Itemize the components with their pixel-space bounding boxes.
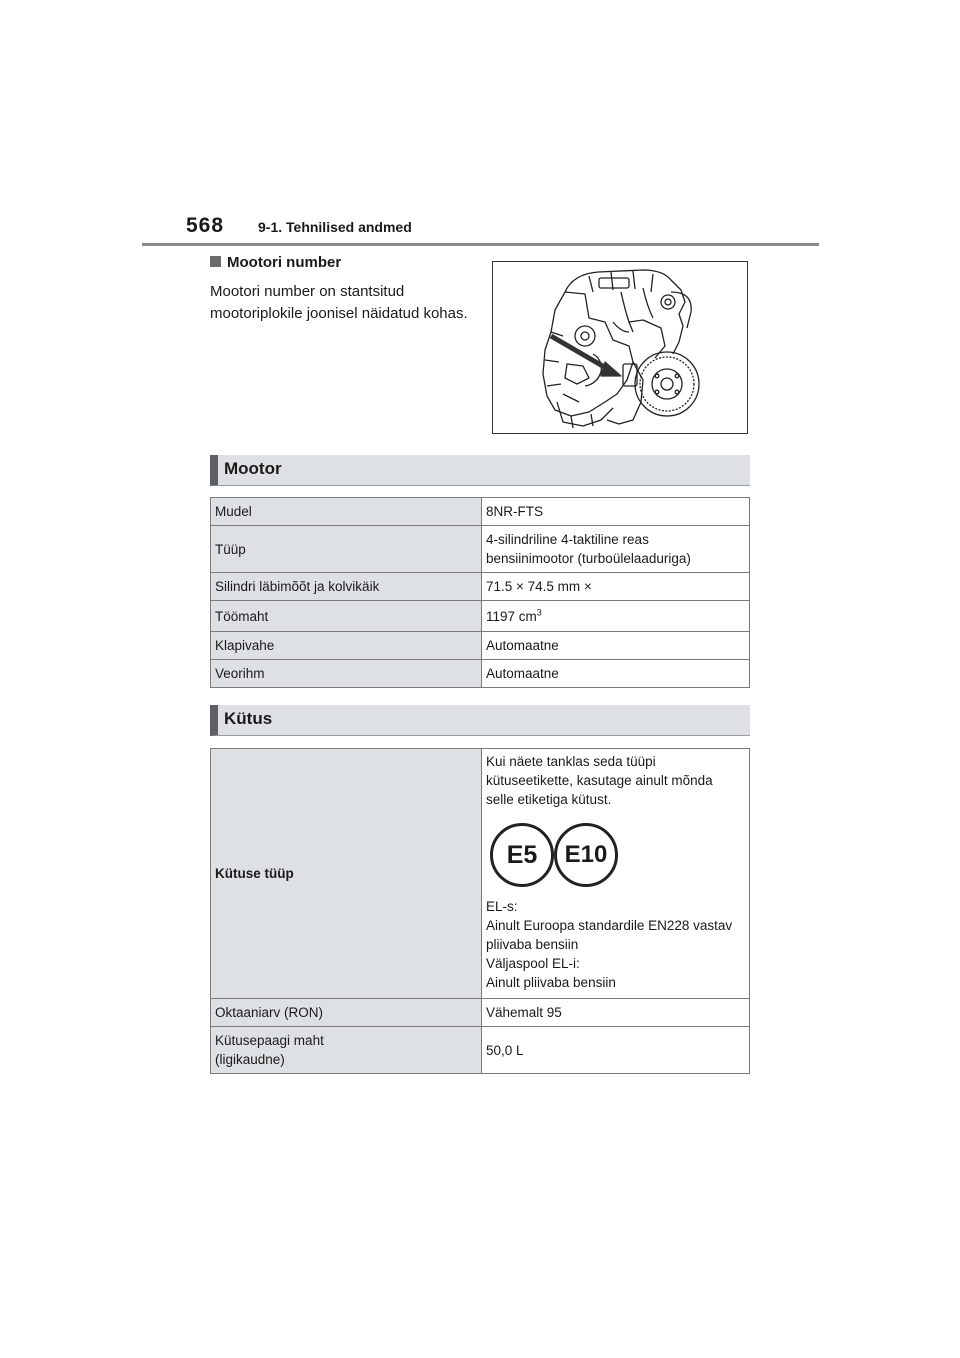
fuel-section-title: Kütus xyxy=(224,709,273,728)
spec-value: 50,0 L xyxy=(482,1027,750,1074)
fuel-detail-line: Väljaspool EL-i: xyxy=(486,956,580,971)
page-number: 568 xyxy=(186,214,225,237)
fuel-intro-line: kütuseetikette, kasutage ainult mõnda xyxy=(486,773,713,788)
spec-label: Mudel xyxy=(211,498,482,526)
table-row xyxy=(211,498,750,526)
e10-fuel-label-icon: E10 xyxy=(554,823,618,887)
displacement-unit-exponent: 3 xyxy=(536,607,542,617)
table-row xyxy=(211,601,750,632)
spec-value-line: 4-silindriline 4-taktiline reas xyxy=(486,532,649,547)
e5-fuel-label-icon: E5 xyxy=(490,823,554,887)
fuel-detail-line: Ainult Euroopa standardile EN228 vastav xyxy=(486,918,733,933)
spec-value xyxy=(482,526,750,573)
spec-label-line: (ligikaudne) xyxy=(215,1052,285,1067)
spec-label: Tüüp xyxy=(211,526,482,573)
chapter-title: 9-1. Tehnilised andmed xyxy=(258,219,412,235)
square-bullet-icon xyxy=(210,256,221,267)
fuel-section-band xyxy=(210,705,750,736)
header-divider xyxy=(142,243,819,246)
fuel-type-value xyxy=(482,749,750,999)
table-row xyxy=(211,1027,750,1074)
fuel-intro-line: selle etiketiga kütust. xyxy=(486,792,612,807)
fuel-intro-line: Kui näete tanklas seda tüüpi xyxy=(486,754,656,769)
spec-value: 8NR-FTS xyxy=(482,498,750,526)
table-row xyxy=(211,526,750,573)
engine-number-text: Mootori number on stantsitud mootoriplokile joonisel näidatud kohas. xyxy=(210,283,468,322)
spec-value: Vähemalt 95 xyxy=(482,999,750,1027)
engine-section-title: Mootor xyxy=(224,459,282,478)
table-row xyxy=(211,999,750,1027)
table-row xyxy=(211,749,750,999)
fuel-detail-line: Ainult pliivaba bensiin xyxy=(486,975,616,990)
spec-label xyxy=(211,1027,482,1074)
engine-drawing-icon xyxy=(493,262,747,433)
engine-illustration xyxy=(492,261,748,434)
spec-value: Automaatne xyxy=(482,632,750,660)
table-row xyxy=(211,573,750,601)
spec-value: Automaatne xyxy=(482,660,750,688)
fuel-label-badges xyxy=(490,823,745,887)
spec-label: Silindri läbimõõt ja kolvikäik xyxy=(211,573,482,601)
spec-label: Oktaaniarv (RON) xyxy=(211,999,482,1027)
table-row xyxy=(211,632,750,660)
spec-value-line: bensiinimootor (turboülelaaduriga) xyxy=(486,551,691,566)
engine-section-band xyxy=(210,455,750,486)
spec-value: 71.5 × 74.5 mm × xyxy=(482,573,750,601)
fuel-detail-line: EL-s: xyxy=(486,899,518,914)
spec-label: Klapivahe xyxy=(211,632,482,660)
spec-label: Veorihm xyxy=(211,660,482,688)
engine-number-heading-text: Mootori number xyxy=(227,254,342,271)
fuel-spec-table xyxy=(210,748,750,1074)
spec-label: Töömaht xyxy=(211,601,482,632)
displacement-value: 1197 cm xyxy=(486,608,537,624)
spec-label-line: Kütusepaagi maht xyxy=(215,1033,324,1048)
spec-label: Kütuse tüüp xyxy=(211,749,482,999)
spec-value xyxy=(482,601,750,632)
engine-spec-table xyxy=(210,497,750,688)
table-row xyxy=(211,660,750,688)
fuel-detail-line: pliivaba bensiin xyxy=(486,937,579,952)
engine-number-heading xyxy=(210,254,341,271)
